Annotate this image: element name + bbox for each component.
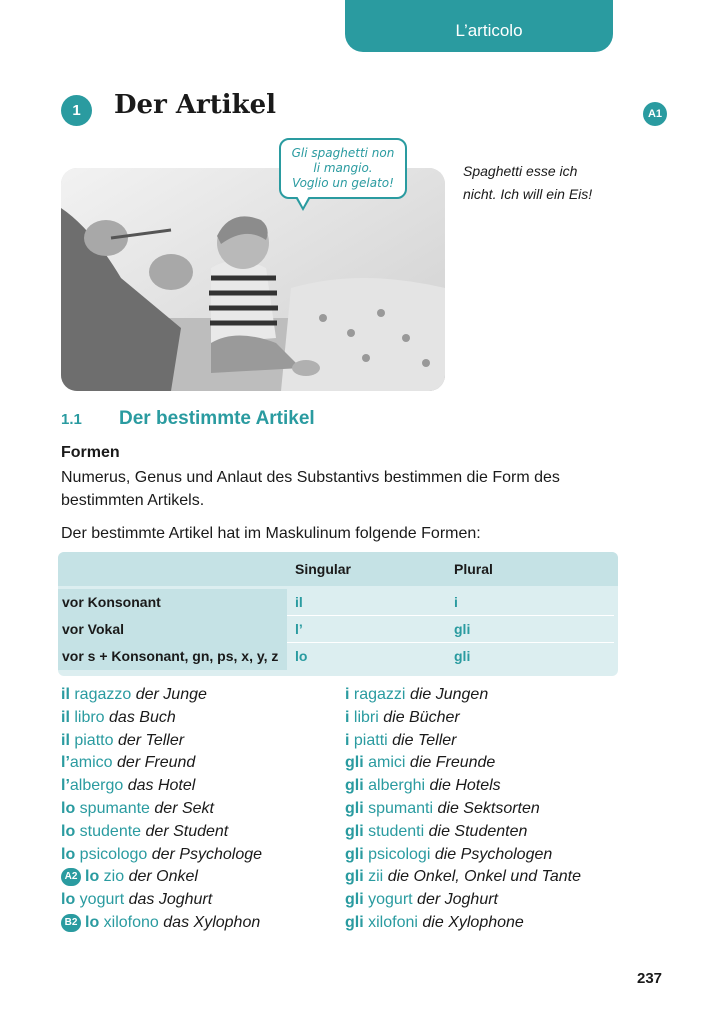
level-badge-b2: B2 xyxy=(61,914,81,932)
example-translation: der Sekt xyxy=(154,799,214,817)
example-translation: die Teller xyxy=(392,731,457,749)
example-noun: ragazzo xyxy=(74,686,132,703)
example-noun: albergo xyxy=(69,777,124,795)
example-article: l’ xyxy=(61,777,70,795)
example-item xyxy=(345,912,581,935)
example-article: lo xyxy=(61,799,76,817)
example-noun: amico xyxy=(69,754,113,772)
row-label: vor Vokal xyxy=(58,616,287,643)
example-translation: die Sektsorten xyxy=(437,799,540,817)
example-item xyxy=(345,844,581,867)
example-translation: das Buch xyxy=(109,708,176,726)
example-noun: libro xyxy=(74,708,105,726)
plural-examples xyxy=(345,684,581,935)
child-photo xyxy=(61,168,445,391)
example-translation: die Studenten xyxy=(428,822,528,840)
example-item xyxy=(61,798,262,821)
caption-line: Spaghetti esse ich xyxy=(463,163,578,179)
example-item xyxy=(345,752,581,775)
example-translation: der Freund xyxy=(117,754,196,772)
example-translation: das Joghurt xyxy=(128,891,213,909)
example-noun: psicologo xyxy=(79,845,148,863)
speech-line: Voglio un gelato! xyxy=(292,176,394,190)
column-header-singular: Singular xyxy=(295,561,352,577)
example-noun: xilofoni xyxy=(368,913,418,931)
example-translation: die Psychologen xyxy=(434,845,553,863)
table-row xyxy=(58,616,618,643)
example-article: lo xyxy=(61,891,76,909)
example-item xyxy=(345,889,581,912)
example-translation: die Onkel, Onkel und Tante xyxy=(387,868,581,886)
example-translation: das Hotel xyxy=(127,777,196,795)
article-forms-table xyxy=(58,552,618,676)
example-translation: die Freunde xyxy=(409,754,496,772)
example-article: gli xyxy=(345,777,364,795)
example-article: lo xyxy=(61,845,76,863)
example-translation: die Hotels xyxy=(429,777,501,795)
example-translation: der Teller xyxy=(117,731,185,749)
example-article: il xyxy=(61,686,70,703)
speech-bubble xyxy=(279,138,407,199)
example-article: gli xyxy=(345,868,364,886)
example-article: i xyxy=(345,708,350,726)
example-noun: studenti xyxy=(368,822,425,840)
example-article: i xyxy=(345,686,350,703)
example-noun: amici xyxy=(368,754,406,772)
example-translation: die Xylophone xyxy=(422,913,524,931)
example-article: i xyxy=(345,731,350,749)
example-article: il xyxy=(61,708,70,726)
section-number: 1.1 xyxy=(61,411,82,428)
example-translation: die Jungen xyxy=(409,686,489,703)
example-item xyxy=(61,866,262,889)
table-intro: Der bestimmte Artikel hat im Maskulinum folgende Formen: xyxy=(61,525,481,542)
example-item xyxy=(345,798,581,821)
speech-bubble-tail-fill xyxy=(297,196,309,207)
example-article: gli xyxy=(345,913,364,931)
example-noun: studente xyxy=(79,822,142,840)
speech-line: li mangio. xyxy=(313,161,373,175)
singular-form: l’ xyxy=(295,621,303,637)
example-item xyxy=(61,844,262,867)
example-item xyxy=(61,707,262,730)
plural-form: i xyxy=(454,594,458,610)
example-item xyxy=(345,775,581,798)
example-translation: der Psychologe xyxy=(151,845,263,863)
example-article: gli xyxy=(345,754,364,772)
row-label: vor Konsonant xyxy=(58,589,287,616)
example-noun: zio xyxy=(103,868,125,886)
example-item xyxy=(61,684,262,707)
level-badge: A1 xyxy=(643,102,667,126)
example-article: lo xyxy=(61,822,76,840)
example-item xyxy=(345,730,581,753)
column-header-plural: Plural xyxy=(454,561,493,577)
example-noun: spumante xyxy=(79,799,150,817)
example-article: lo xyxy=(85,868,100,886)
example-article: gli xyxy=(345,891,364,909)
row-label: vor s + Konsonant, gn, ps, x, y, z xyxy=(58,643,287,670)
example-translation: der Joghurt xyxy=(417,891,498,909)
section-title: Der bestimmte Artikel xyxy=(119,408,315,429)
example-article: gli xyxy=(345,799,364,817)
example-noun: psicologi xyxy=(368,845,431,863)
chapter-tab-label: L’articolo xyxy=(455,21,523,40)
formen-paragraph: Numerus, Genus und Anlaut des Substantivs bestimmen die Form des bestimmten Artikels. xyxy=(61,469,560,509)
example-item xyxy=(345,821,581,844)
example-translation: das Xylophon xyxy=(163,913,261,931)
singular-examples xyxy=(61,684,262,935)
example-item xyxy=(61,730,262,753)
example-item xyxy=(61,889,262,912)
example-noun: zii xyxy=(368,868,384,886)
singular-form: il xyxy=(295,594,303,610)
example-noun: libri xyxy=(353,708,379,726)
level-badge-a2: A2 xyxy=(61,868,81,886)
example-item xyxy=(61,821,262,844)
example-article: l’ xyxy=(61,754,70,772)
example-article: il xyxy=(61,731,70,749)
page-number: 237 xyxy=(637,970,663,987)
table-row xyxy=(58,589,618,616)
example-translation: der Student xyxy=(145,822,229,840)
plural-form: gli xyxy=(454,648,471,664)
caption-line: nicht. Ich will ein Eis! xyxy=(463,186,593,202)
example-item xyxy=(61,752,262,775)
example-article: lo xyxy=(85,913,100,931)
example-noun: ragazzi xyxy=(353,686,406,703)
example-noun: alberghi xyxy=(368,777,426,795)
example-noun: piatti xyxy=(353,731,388,749)
example-item xyxy=(61,912,262,935)
example-translation: der Junge xyxy=(135,686,207,703)
example-translation: der Onkel xyxy=(128,868,198,886)
example-translation: die Bücher xyxy=(383,708,460,726)
example-item xyxy=(345,684,581,707)
example-noun: xilofono xyxy=(103,913,159,931)
example-article: gli xyxy=(345,822,364,840)
formen-heading: Formen xyxy=(61,444,120,461)
example-item xyxy=(345,707,581,730)
example-item xyxy=(61,775,262,798)
table-row xyxy=(58,643,618,670)
example-noun: piatto xyxy=(74,731,114,749)
child-photo-illustration xyxy=(61,168,445,391)
example-item xyxy=(345,866,581,889)
chapter-title: Der Artikel xyxy=(114,90,277,120)
example-noun: spumanti xyxy=(368,799,434,817)
table-header-row xyxy=(58,552,618,586)
chapter-tab xyxy=(345,0,613,52)
plural-form: gli xyxy=(454,621,471,637)
singular-form: lo xyxy=(295,648,308,664)
example-noun: yogurt xyxy=(368,891,413,909)
example-noun: yogurt xyxy=(79,891,125,909)
photo-caption xyxy=(463,160,623,206)
speech-line: Gli spaghetti non xyxy=(291,146,395,160)
example-article: gli xyxy=(345,845,364,863)
chapter-number-badge: 1 xyxy=(61,95,92,126)
